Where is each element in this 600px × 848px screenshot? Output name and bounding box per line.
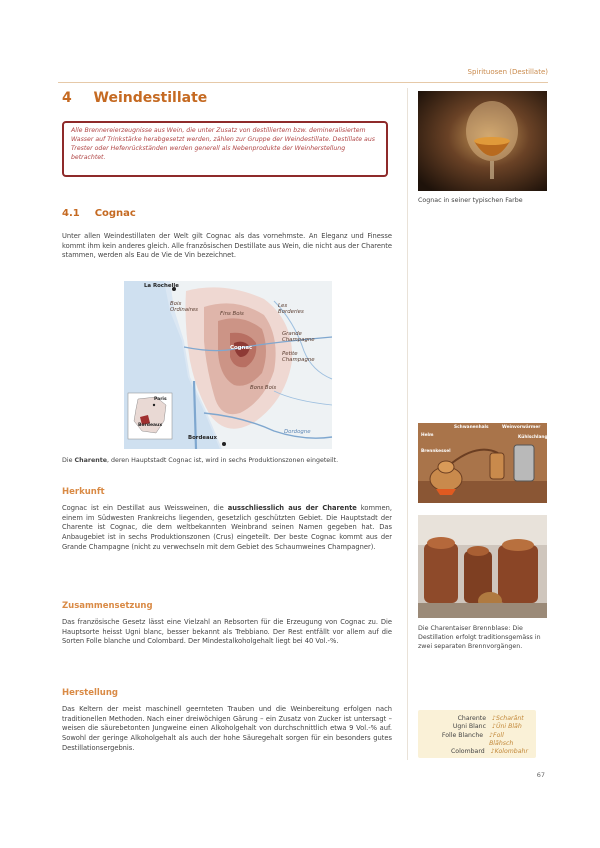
running-header: Spirituosen (Destillate): [467, 68, 548, 76]
speaker-icon: ♪: [492, 723, 496, 731]
legend-term: Colombard: [450, 748, 485, 756]
intro-box: Alle Brennereierzeugnisse aus Wein, die unter Zusatz von destilliertem bzw. demineralisiertem Wasser auf Trinkstärke herabgesetzt werden, zählen zur Gruppe der Weindestillate. Destillate aus Trester oder Hefenrückständen werden generell als Nebenprodukte der Weinherstellung betrachtet.: [62, 121, 388, 177]
diagram-label-kuehlschlange: Kühlschlange: [518, 435, 551, 440]
map-caption: [62, 457, 398, 466]
diagram-label-helm: Helm: [421, 433, 434, 438]
map-label-bons-bois: Bons Bois: [250, 385, 277, 391]
legend-row: [426, 748, 528, 756]
speaker-icon: ♪: [489, 731, 494, 739]
map-label-petite-champagne: Petite Champagne: [282, 351, 315, 363]
legend-pron: Üni Blãh: [495, 723, 522, 731]
speaker-icon: ♪: [490, 748, 495, 756]
chapter-number: 4: [62, 90, 72, 106]
legend-row: [426, 723, 528, 731]
herkunft-paragraph: [62, 504, 392, 553]
still-diagram: [418, 423, 551, 503]
herkunft-bold: ausschliesslich aus der Charente: [227, 504, 357, 512]
map-label-grande-champagne: Grande Champagne: [282, 331, 315, 343]
intro-paragraph: Unter allen Weindestillaten der Welt gilt Cognac als das vornehmste. An Eleganz und Finesse kommt ihm kein anderes gleich. Alle französischen Destillate aus Wein, die nicht aus der Charente stammen, werden als Eau de Vie de Vin bezeichnet.: [62, 232, 392, 260]
chapter-title: Weindestillate: [93, 90, 208, 106]
map-label-fins-bois: Fins Bois: [220, 311, 244, 317]
diagram-label-brennkessel: Brennkessel: [421, 449, 451, 454]
legend-row: [426, 732, 528, 749]
herkunft-post: kommen, einem im Südwesten Frankreichs liegenden, gesetzlich geschützten Gebiet. Die Hauptstadt der Charente ist Cognac, die dem weltbekannten Weinbrand seinen Namen gegeben hat. Das Anbaugebiet ist in sechs Produktionszonen (Crus) eingeteilt. Der beste Cognac kommt aus der Grande Champagne (nicht zu verwechseln mit dem Gebiet des Schaumweines Champagner).: [62, 504, 393, 551]
diagram-label-schwanenhals: Schwanenhals: [454, 425, 489, 430]
section-heading: [62, 208, 136, 219]
speaker-icon: ♪: [492, 715, 496, 722]
map-label-dordogne: Dordogne: [284, 429, 311, 435]
zusammensetzung-paragraph: Das französische Gesetz lässt eine Vielzahl an Rebsorten für die Erzeugung von Cognac zu. Die Hauptsorte heisst Ugni blanc, besser bekannt als Trebbiano. Der Rest entfällt vor allem auf die Sorten Folle blanche und Colombard. Der Mindestalkoholgehalt liegt bei 40 Vol.-%.: [62, 618, 392, 646]
map-label-borderies: Les Borderies: [278, 303, 304, 315]
section-title: Cognac: [94, 208, 136, 219]
herstellung-paragraph: Das Keltern der meist maschinell geernteten Trauben und die Weinbereitung erfolgen nach traditionellen Methoden. Nach einer dreiwöchigen Gärung – ein Zusatz von Zucker ist untersagt – weisen die säurebetonten Jungweine einen Alkoholgehalt von durchschnittlich etwa 9 Vol.-% auf. Sowohl der geringe Alkoholgehalt als auch der hohe Säuregehalt sorgen für ein besonders gutes Destillationsergebnis.: [62, 705, 392, 752]
still-photo: [418, 515, 547, 618]
inset-label-bordeaux: Bordeaux: [138, 423, 163, 428]
map-label-cognac: Cognac: [230, 345, 253, 351]
column-divider: [407, 88, 408, 760]
cognac-glass-image: [418, 91, 547, 191]
legend-pron: Foll Blãhsch: [489, 731, 514, 748]
herkunft-heading: Herkunft: [62, 487, 105, 497]
photo3-caption: Die Charentaiser Brennblase: Die Destillation erfolgt traditionsgemäss in zwei separaten Brennvorgängen.: [418, 625, 541, 650]
map-caption-bold: Charente: [74, 457, 107, 464]
legend-pron: Scharãnt: [495, 715, 524, 722]
herkunft-pre: Cognac ist ein Destillat aus Weissweinen, die: [62, 504, 228, 512]
legend-term: Charente: [457, 715, 486, 722]
pronunciation-legend: [418, 710, 536, 758]
map-label-la-rochelle: La Rochelle: [144, 283, 179, 289]
cognac-region-map: [124, 281, 332, 449]
header-rule: [58, 82, 548, 83]
legend-pron: Kolombahr: [494, 748, 528, 756]
diagram-label-weinvorwaermer: Weinvorwärmer: [502, 425, 541, 430]
cognac-glass-photo: [418, 91, 547, 191]
inset-label-paris: Paris: [154, 397, 167, 402]
zusammensetzung-heading: Zusammensetzung: [62, 601, 153, 611]
legend-term: Folle Blanche: [441, 731, 484, 739]
chapter-heading: [62, 90, 207, 106]
map-label-bois-ordinaires: Bois Ordinaires: [170, 301, 198, 313]
legend-term: Ugni Blanc: [452, 723, 486, 731]
still-photo-image: [418, 515, 547, 618]
map-caption-pre: Die: [62, 457, 75, 464]
map-label-bordeaux: Bordeaux: [188, 435, 217, 441]
map-caption-post: , deren Hauptstadt Cognac ist, wird in sechs Produktionszonen eingeteilt.: [106, 457, 339, 464]
photo1-caption: Cognac in seiner typischen Farbe: [418, 197, 523, 204]
page-number: 67: [536, 771, 545, 779]
herstellung-heading: Herstellung: [62, 688, 118, 698]
section-number: 4.1: [62, 208, 80, 219]
